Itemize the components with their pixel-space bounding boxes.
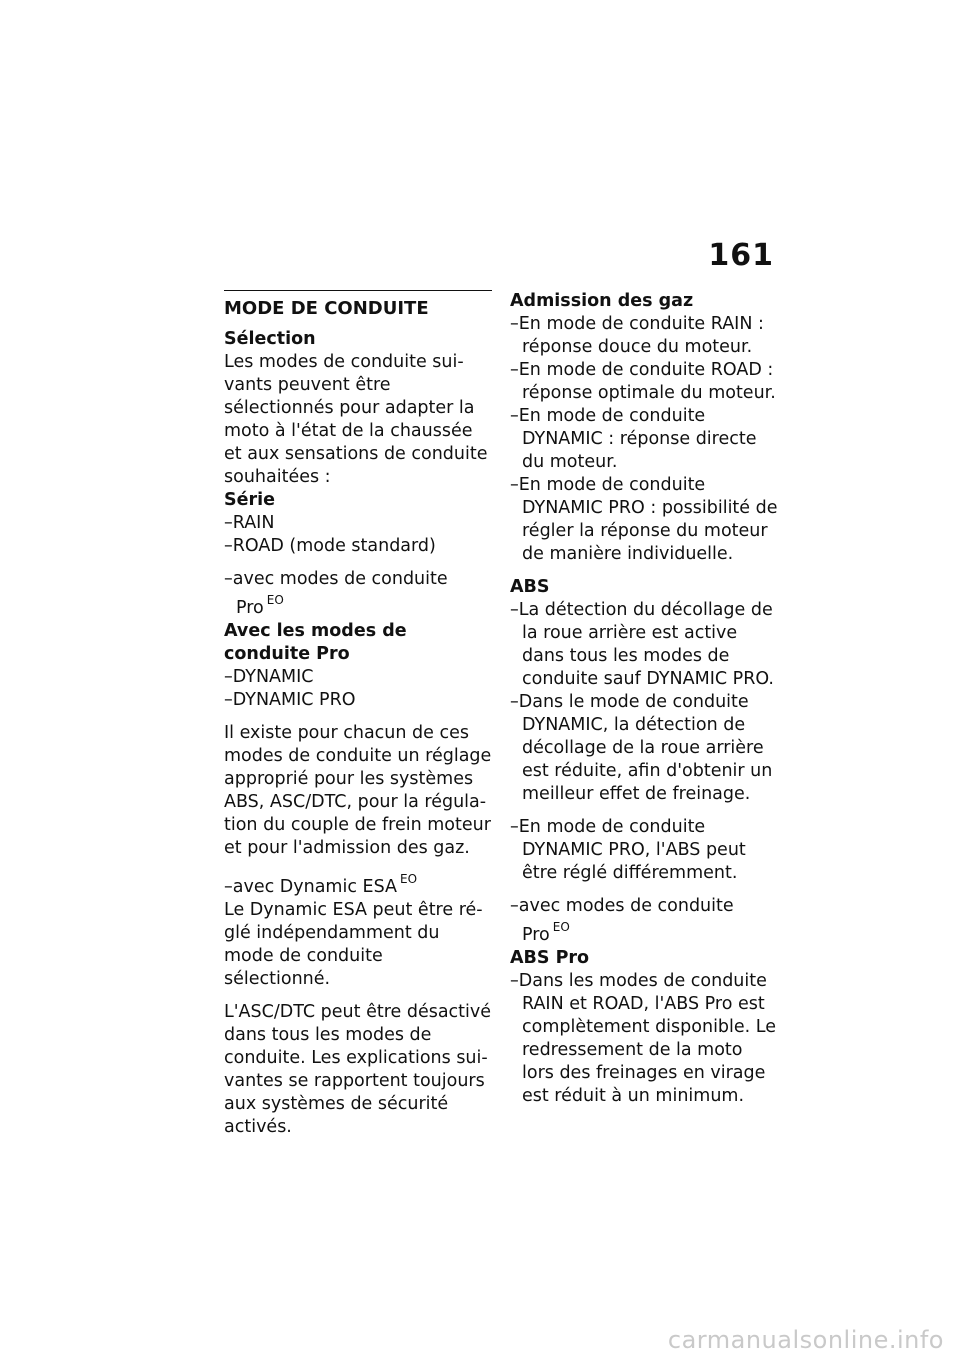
abs-pro-list <box>510 970 778 1108</box>
equipment-condition <box>224 870 492 899</box>
list-item: – DYNAMIC <box>224 666 492 689</box>
serie-heading: Série <box>224 490 275 510</box>
optional-equipment-marker: EO <box>552 920 570 934</box>
list-item: – Dans le mode de conduite DYNAMIC, la détection de décollage de la roue arrière est réduite, afin d'obtenir un meilleur effet de freinage. <box>510 691 778 806</box>
watermark: carmanualsonline.info <box>667 1326 944 1354</box>
condition-tail: Pro <box>236 597 264 618</box>
list-item: – ROAD (mode standard) <box>224 535 492 558</box>
list-item: – En mode de conduite DYNAMIC PRO : possibilité de régler la réponse du moteur de manière individuelle. <box>510 474 778 566</box>
list-item: – En mode de conduite DYNAMIC PRO, l'ABS peut être réglé différemment. <box>510 816 778 885</box>
abs-list <box>510 599 778 806</box>
abs-heading: ABS <box>510 577 550 597</box>
condition-tail: Pro <box>522 924 550 945</box>
serie-list <box>224 512 492 558</box>
list-item: – En mode de conduite DYNAMIC : réponse directe du moteur. <box>510 405 778 474</box>
page-number: 161 <box>708 238 774 273</box>
list-item: – DYNAMIC PRO <box>224 689 492 712</box>
list-item: – En mode de conduite ROAD : réponse optimale du moteur. <box>510 359 778 405</box>
pro-heading: Avec les modes de conduite Pro <box>224 620 407 664</box>
selection-text: Les modes de conduite suivants peuvent être sélectionnés pour adapter la moto à l'état de la chaussée et aux sensations de conduite souhaitées : <box>224 352 488 487</box>
esa-paragraph: Le Dynamic ESA peut être réglé indépendamment du mode de conduite sélectionné. <box>224 899 483 989</box>
section-title: MODE DE CONDUITE <box>224 290 492 320</box>
list-item: – Dans les modes de conduite RAIN et ROAD, l'ABS Pro est complètement disponible. Le redressement de la moto lors des freinages en virage est réduit à un minimum. <box>510 970 778 1108</box>
abs-pro-heading: ABS Pro <box>510 947 590 968</box>
admission-list <box>510 313 778 566</box>
list-item: – La détection du décollage de la roue arrière est active dans tous les modes de conduite sauf DYNAMIC PRO. <box>510 599 778 691</box>
abs-list-extra <box>510 816 778 885</box>
condition-text: avec modes de conduite <box>232 569 448 589</box>
condition-text: avec Dynamic ESA <box>232 876 397 897</box>
optional-equipment-marker: EO <box>266 593 284 607</box>
systems-paragraph: Il existe pour chacun de ces modes de conduite un réglage approprié pour les systèmes ABS, ASC/DTC, pour la régulation du couple de frein moteur et pour l'admission des gaz. <box>224 722 492 858</box>
asc-paragraph: L'ASC/DTC peut être désactivé dans tous les modes de conduite. Les explications suivantes se rapportent toujours aux systèmes de sécurité activés. <box>224 1001 492 1137</box>
pro-list <box>224 666 492 712</box>
selection-heading: Sélection <box>224 329 316 349</box>
equipment-condition <box>224 568 492 620</box>
admission-heading: Admission des gaz <box>510 291 694 311</box>
left-column <box>224 290 492 1149</box>
list-item: – En mode de conduite RAIN : réponse douce du moteur. <box>510 313 778 359</box>
optional-equipment-marker: EO <box>399 871 418 886</box>
right-column <box>510 290 778 1118</box>
equipment-condition <box>510 895 778 947</box>
condition-text: avec modes de conduite <box>518 896 734 916</box>
list-item: – RAIN <box>224 512 492 535</box>
